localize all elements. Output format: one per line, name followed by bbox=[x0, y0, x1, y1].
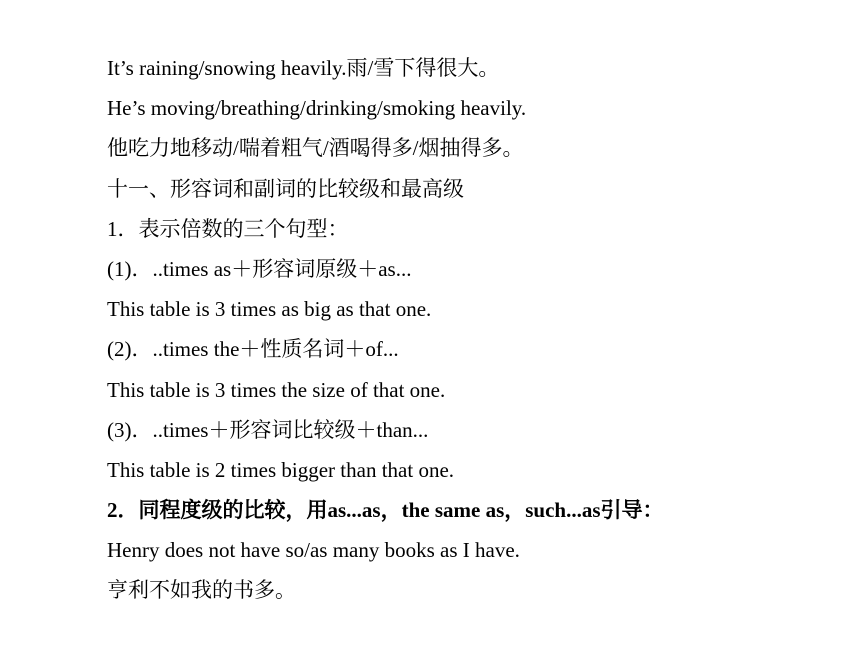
pattern-3: (3)．..times＋形容词比较级＋than... bbox=[107, 417, 429, 442]
example-translation-henry: 亨利不如我的书多。 bbox=[107, 578, 296, 603]
example-sentence-raining: It’s raining/snowing heavily.雨/雪下得很大。 bbox=[107, 56, 500, 80]
pattern-1: (1)．..times as＋形容词原级＋as... bbox=[107, 256, 412, 281]
example-pattern-3: This table is 2 times bigger than that one. bbox=[107, 457, 455, 482]
example-sentence-henry: Henry does not have so/as many books as I have. bbox=[107, 538, 520, 563]
example-translation-moving: 他吃力地移动/喘着粗气/酒喝得多/烟抽得多。 bbox=[107, 136, 524, 161]
example-pattern-2: This table is 3 times the size of that one. bbox=[107, 377, 446, 402]
text-body bbox=[107, 50, 827, 613]
section-heading: 十一、形容词和副词的比较级和最高级 bbox=[107, 176, 464, 201]
example-pattern-1: This table is 3 times as big as that one. bbox=[107, 297, 432, 322]
pattern-2: (2)．..times the＋性质名词＋of... bbox=[107, 337, 399, 362]
subheading-multiples: 1．表示倍数的三个句型： bbox=[107, 216, 349, 241]
subheading-equal-comparison: 2．同程度级的比较，用as...as，the same as，such...as引导： bbox=[107, 498, 664, 523]
example-sentence-moving: He’s moving/breathing/drinking/smoking heavily. bbox=[107, 96, 527, 121]
